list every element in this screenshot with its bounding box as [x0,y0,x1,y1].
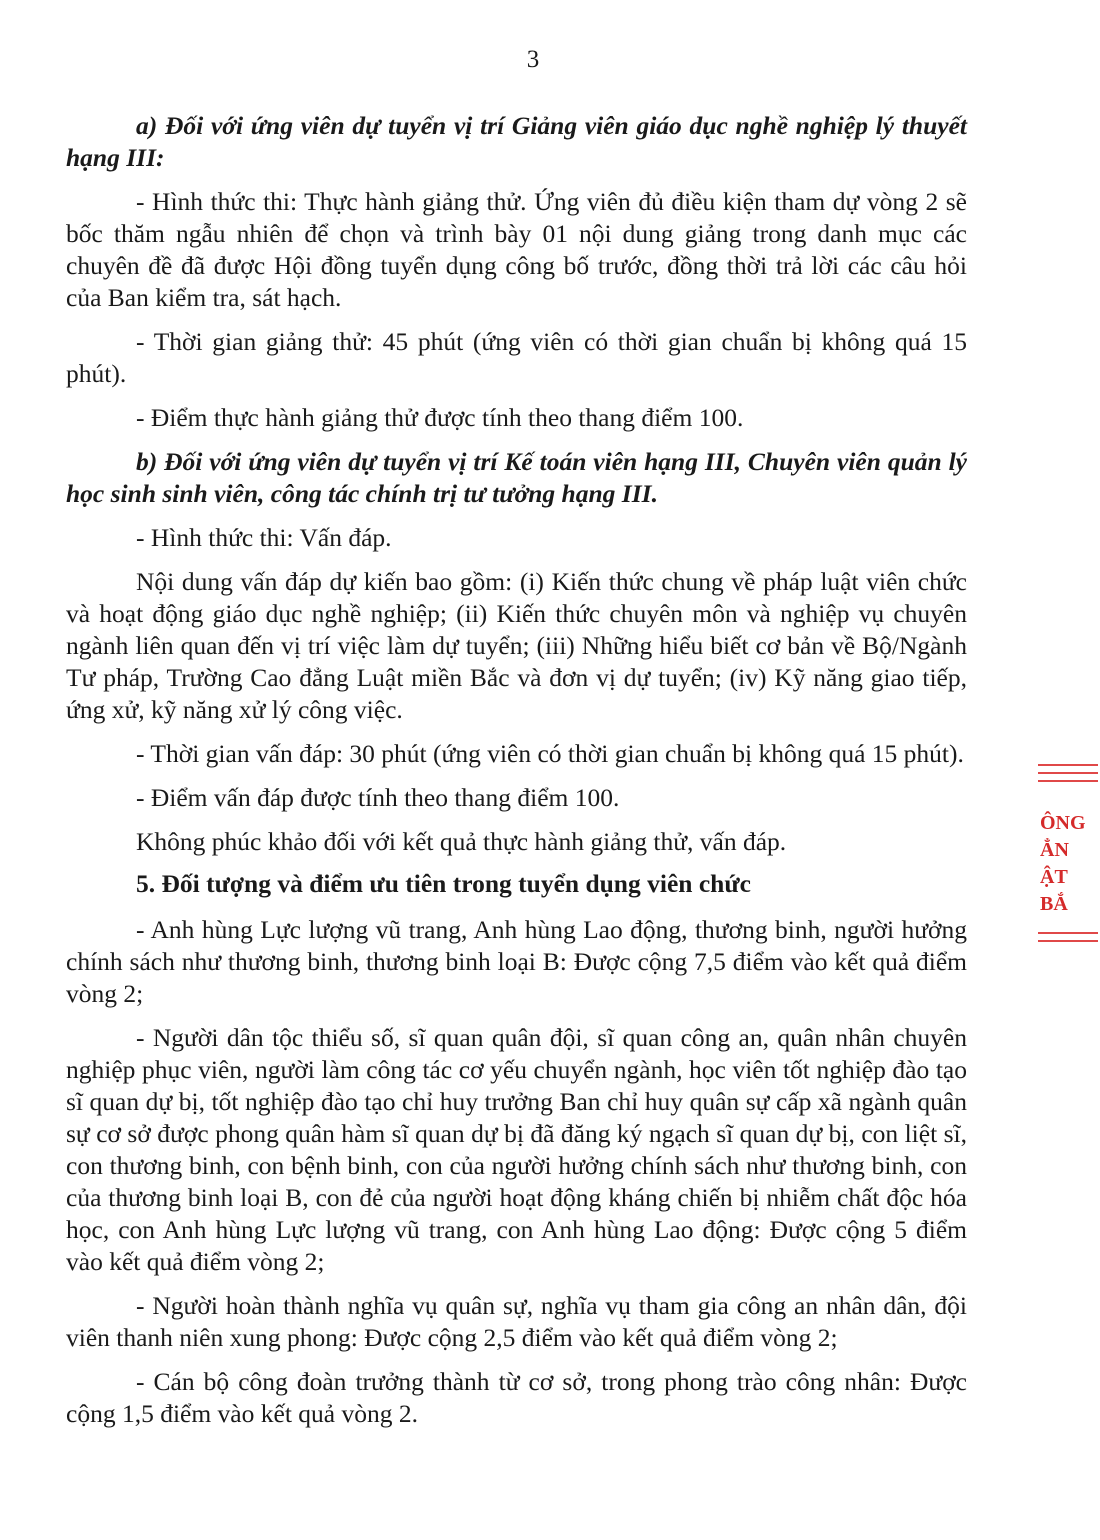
paragraph-teaching-score: - Điểm thực hành giảng thử được tính theo thang điểm 100. [136,403,744,432]
seal-ring-line [1038,764,1098,766]
section-heading-a: a) Đối với ứng viên dự tuyển vị trí Giảng viên giáo dục nghề nghiệp lý thuyết hạng III: [66,111,967,172]
paragraph-oral-time: - Thời gian vấn đáp: 30 phút (ứng viên có thời gian chuẩn bị không quá 15 phút). [136,739,964,768]
priority-item-1: - Anh hùng Lực lượng vũ trang, Anh hùng Lao động, thương binh, người hưởng chính sách như thương binh, thương binh loại B: Được cộng 7,5 điểm vào kết quả điểm vòng 2; [66,915,967,1008]
priority-item-2: - Người dân tộc thiểu số, sĩ quan quân đội, sĩ quan công an, quân nhân chuyên nghiệp phục viên, người làm công tác cơ yếu chuyển ngành, học viên tốt nghiệp đào tạo sĩ quan dự bị, tốt nghiệp đào tạo chỉ huy trưởng Ban chỉ huy quân sự cấp xã ngành quân sự cơ sở được phong quân hàm sĩ quan dự bị đã đăng ký ngạch sĩ quan dự bị, con liệt sĩ, con thương binh, con bệnh binh, con của người hưởng chính sách như thương binh, con của thương binh loại B, con đẻ của người hoạt động kháng chiến bị nhiễm chất độc hóa học, con Anh hùng Lực lượng vũ trang, con Anh hùng Lao động: Được cộng 5 điểm vào kết quả điểm vòng 2; [66,1023,967,1276]
section-heading-b: b) Đối với ứng viên dự tuyển vị trí Kế toán viên hạng III, Chuyên viên quản lý học sinh sinh viên, công tác chính trị tư tưởng hạng III. [66,447,967,508]
page-number: 3 [526,46,540,73]
priority-item-4: - Cán bộ công đoàn trưởng thành từ cơ sở, trong phong trào công nhân: Được cộng 1,5 điểm vào kết quả vòng 2. [66,1367,967,1428]
section-heading-5: 5. Đối tượng và điểm ưu tiên trong tuyển dụng viên chức [136,869,751,898]
seal-text: ÔNG ẲN ẬT BẮ [1040,812,1086,915]
document-body [66,110,967,1442]
paragraph-no-review: Không phúc khảo đối với kết quả thực hành giảng thử, vấn đáp. [136,827,787,856]
seal-ring-line [1038,772,1098,774]
priority-item-3: - Người hoàn thành nghĩa vụ quân sự, nghĩa vụ tham gia công an nhân dân, đội viên thanh niên xung phong: Được cộng 2,5 điểm vào kết quả điểm vòng 2; [66,1291,967,1352]
seal-ring-line [1038,932,1098,934]
paragraph-teaching-time: - Thời gian giảng thử: 45 phút (ứng viên có thời gian chuẩn bị không quá 15 phút). [66,327,967,388]
red-seal-stamp [1030,760,1100,970]
paragraph-oral-score: - Điểm vấn đáp được tính theo thang điểm 100. [136,783,620,812]
paragraph-oral-form: - Hình thức thi: Vấn đáp. [136,523,392,552]
paragraph-oral-content: Nội dung vấn đáp dự kiến bao gồm: (i) Kiến thức chung về pháp luật viên chức và hoạt động giáo dục nghề nghiệp; (ii) Kiến thức chuyên môn và nghiệp vụ chuyên ngành liên quan đến vị trí việc làm dự tuyển; (iii) Những hiểu biết cơ bản về Bộ/Ngành Tư pháp, Trường Cao đẳng Luật miền Bắc và đơn vị dự tuyển; (iv) Kỹ năng giao tiếp, ứng xử, kỹ năng xử lý công việc. [66,567,967,724]
paragraph-exam-form: - Hình thức thi: Thực hành giảng thử. Ứng viên đủ điều kiện tham dự vòng 2 sẽ bốc thăm ngẫu nhiên để chọn và trình bày 01 nội dung giảng trong danh mục các chuyên đề đã được Hội đồng tuyển dụng công bố trước, đồng thời trả lời các câu hỏi của Ban kiểm tra, sát hạch. [66,187,967,312]
seal-ring-line [1038,940,1098,942]
seal-ring-line [1038,780,1098,782]
